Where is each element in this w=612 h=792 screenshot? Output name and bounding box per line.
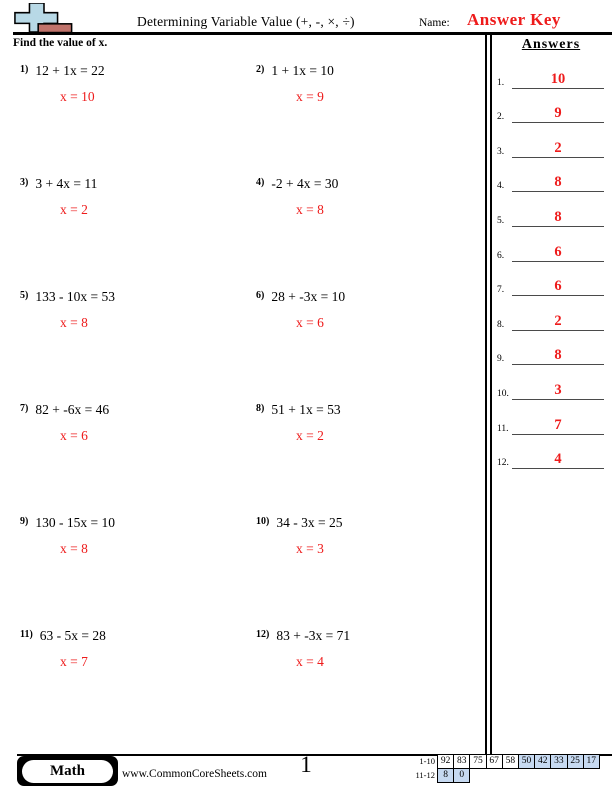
score-cell: 33 bbox=[550, 754, 567, 769]
column-separator-line bbox=[485, 34, 492, 755]
problem-number: 8) bbox=[256, 403, 265, 414]
answer-number: 8. bbox=[497, 319, 505, 330]
problem-answer: x = 8 bbox=[60, 315, 88, 330]
problem-equation: 3 + 4x = 11 bbox=[35, 176, 98, 191]
problem-answer: x = 9 bbox=[296, 89, 324, 104]
answer-key-label: Answer Key bbox=[467, 10, 561, 29]
answer-value: 2 bbox=[554, 312, 562, 329]
problem-number: 2) bbox=[256, 64, 265, 75]
answer-row bbox=[494, 227, 610, 262]
page-number: 1 bbox=[300, 752, 312, 777]
problem bbox=[256, 175, 482, 288]
problem bbox=[20, 288, 256, 401]
answer-value: 2 bbox=[554, 139, 562, 156]
problem-answer: x = 3 bbox=[296, 541, 324, 556]
problem bbox=[20, 401, 256, 514]
answer-number: 7. bbox=[497, 285, 505, 296]
answer-value: 9 bbox=[554, 105, 562, 122]
problem-equation: 51 + 1x = 53 bbox=[271, 402, 341, 417]
problem-equation: 82 + -6x = 46 bbox=[35, 402, 110, 417]
answer-value: 6 bbox=[554, 243, 562, 260]
score-cell: 67 bbox=[486, 754, 503, 769]
problem bbox=[256, 401, 482, 514]
math-plus-icon bbox=[14, 3, 74, 34]
score-cell: 42 bbox=[534, 754, 551, 769]
problem-equation: 83 + -3x = 71 bbox=[276, 628, 351, 643]
answer-row bbox=[494, 435, 610, 470]
answer-number: 1. bbox=[497, 77, 505, 88]
answer-number: 3. bbox=[497, 146, 505, 157]
answer-number: 2. bbox=[497, 112, 505, 123]
problem bbox=[256, 288, 482, 401]
answer-value: 7 bbox=[554, 416, 562, 433]
problem-equation: 130 - 15x = 10 bbox=[35, 515, 115, 530]
problem-answer: x = 6 bbox=[296, 315, 324, 330]
score-cell: 25 bbox=[567, 754, 584, 769]
score-cell: 75 bbox=[469, 754, 486, 769]
answer-value: 10 bbox=[550, 70, 566, 87]
problem-answer: x = 10 bbox=[60, 89, 95, 104]
problem-answer: x = 2 bbox=[60, 202, 88, 217]
problem bbox=[256, 514, 482, 627]
worksheet-title: Determining Variable Value (+, -, ×, ÷) bbox=[137, 14, 355, 29]
answers-list bbox=[494, 54, 610, 469]
answer-value: 6 bbox=[554, 278, 562, 295]
problem-number: 3) bbox=[20, 177, 29, 188]
answer-line bbox=[512, 468, 604, 469]
problem-equation: 133 - 10x = 53 bbox=[35, 289, 115, 304]
problem-equation: -2 + 4x = 30 bbox=[271, 176, 339, 191]
answer-row bbox=[494, 365, 610, 400]
problem-equation: 12 + 1x = 22 bbox=[35, 63, 105, 78]
answer-number: 10. bbox=[497, 388, 509, 399]
answer-value: 3 bbox=[554, 381, 562, 398]
score-table bbox=[402, 755, 600, 783]
answer-row bbox=[494, 54, 610, 89]
problem bbox=[20, 175, 256, 288]
answer-number: 12. bbox=[497, 458, 509, 469]
problem bbox=[256, 627, 482, 740]
answer-value: 8 bbox=[554, 208, 562, 225]
answer-number: 9. bbox=[497, 354, 505, 365]
answer-row bbox=[494, 158, 610, 193]
score-cell: 8 bbox=[437, 768, 454, 783]
header-rule bbox=[13, 32, 612, 35]
score-row bbox=[402, 754, 600, 769]
problem bbox=[20, 62, 256, 175]
score-row-label: 11-12 bbox=[415, 770, 435, 780]
score-cell: 83 bbox=[453, 754, 470, 769]
problems-grid bbox=[20, 62, 482, 740]
score-cell: 58 bbox=[502, 754, 519, 769]
answer-number: 5. bbox=[497, 215, 505, 226]
problem-answer: x = 8 bbox=[60, 541, 88, 556]
answer-number: 11. bbox=[497, 423, 509, 434]
answer-value: 8 bbox=[554, 174, 562, 191]
answer-value: 4 bbox=[554, 451, 562, 468]
answer-value: 8 bbox=[554, 347, 562, 364]
problem-answer: x = 4 bbox=[296, 654, 324, 669]
problem-number: 6) bbox=[256, 290, 265, 301]
answer-row bbox=[494, 89, 610, 124]
problem-answer: x = 2 bbox=[296, 428, 324, 443]
problem-number: 5) bbox=[20, 290, 29, 301]
score-cell: 17 bbox=[583, 754, 600, 769]
problem-number: 4) bbox=[256, 177, 265, 188]
score-row-label: 1-10 bbox=[419, 756, 435, 766]
answer-row bbox=[494, 400, 610, 435]
score-cell: 0 bbox=[453, 768, 470, 783]
problem bbox=[20, 514, 256, 627]
subject-label: Math bbox=[22, 760, 113, 783]
score-cell: 50 bbox=[518, 754, 535, 769]
problem-number: 1) bbox=[20, 64, 29, 75]
problem bbox=[256, 62, 482, 175]
answer-row bbox=[494, 296, 610, 331]
problem-equation: 28 + -3x = 10 bbox=[271, 289, 346, 304]
problem bbox=[20, 627, 256, 740]
answer-number: 4. bbox=[497, 181, 505, 192]
score-cell: 92 bbox=[437, 754, 454, 769]
answer-row bbox=[494, 192, 610, 227]
website-text: www.CommonCoreSheets.com bbox=[122, 768, 267, 780]
instruction-text: Find the value of x. bbox=[13, 37, 108, 49]
problem-answer: x = 6 bbox=[60, 428, 88, 443]
problem-equation: 34 - 3x = 25 bbox=[276, 515, 343, 530]
name-label: Name: bbox=[419, 17, 450, 29]
problem-number: 9) bbox=[20, 516, 29, 527]
answer-row bbox=[494, 331, 610, 366]
problem-number: 12) bbox=[256, 629, 270, 640]
answers-heading: Answers bbox=[521, 37, 581, 52]
problem-number: 7) bbox=[20, 403, 29, 414]
answer-row bbox=[494, 262, 610, 297]
score-row bbox=[402, 768, 600, 783]
answer-row bbox=[494, 123, 610, 158]
problem-equation: 1 + 1x = 10 bbox=[271, 63, 334, 78]
problem-number: 11) bbox=[20, 629, 33, 640]
problem-answer: x = 8 bbox=[296, 202, 324, 217]
problem-number: 10) bbox=[256, 516, 270, 527]
problem-equation: 63 - 5x = 28 bbox=[39, 628, 106, 643]
answer-number: 6. bbox=[497, 250, 505, 261]
problem-answer: x = 7 bbox=[60, 654, 88, 669]
